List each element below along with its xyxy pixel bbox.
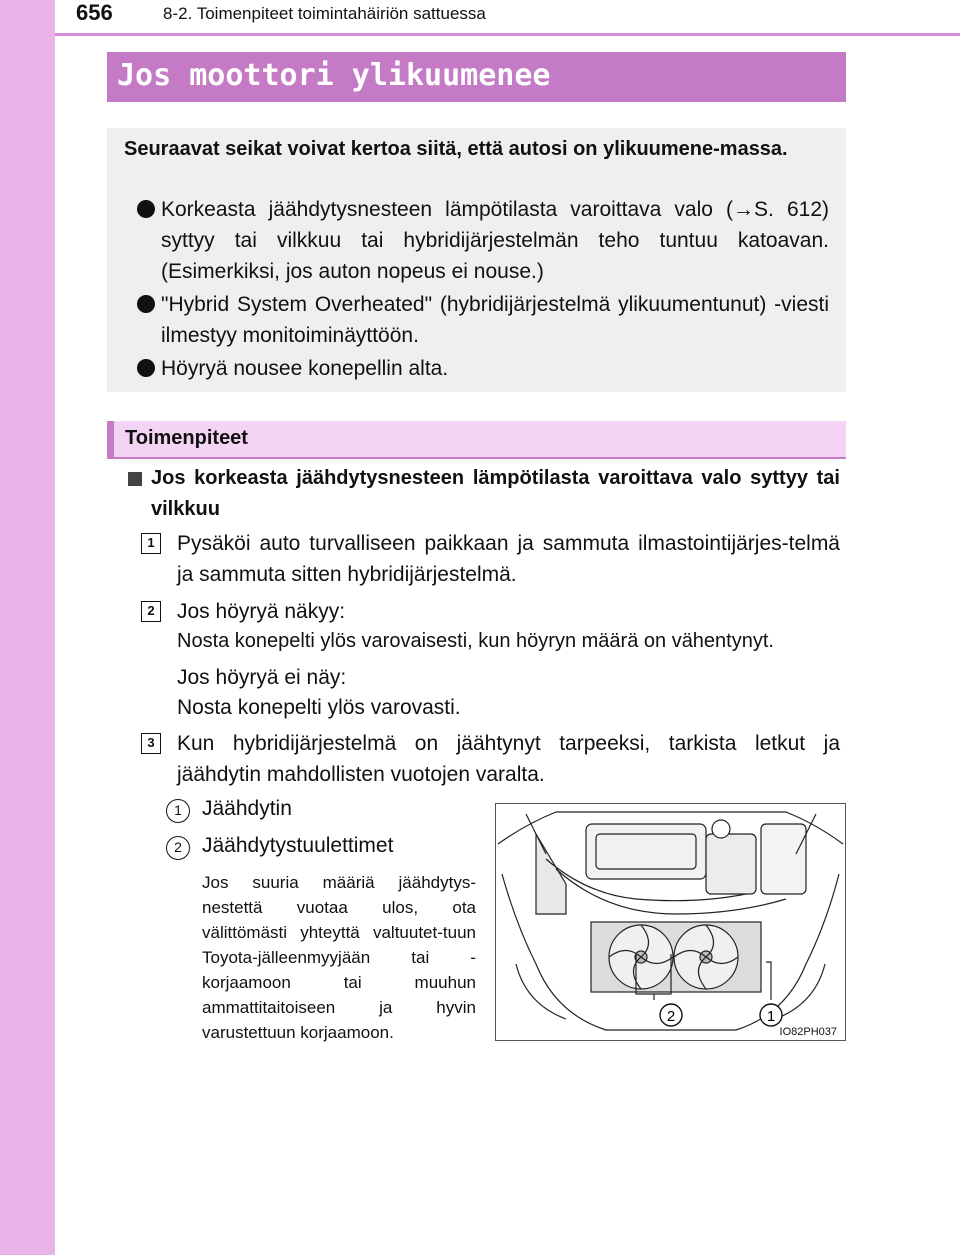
page-title: Jos moottori ylikuumenee bbox=[117, 58, 551, 93]
symptoms-intro: Seuraavat seikat voivat kertoa siitä, että autosi on ylikuumene-massa. bbox=[124, 138, 788, 160]
engine-bay-figure bbox=[495, 803, 846, 1041]
step-number: 2 bbox=[141, 601, 161, 622]
header-divider bbox=[55, 33, 960, 36]
title-banner bbox=[107, 52, 846, 102]
step-text: Jos höyryä näkyy: bbox=[177, 600, 346, 623]
bullet-dot-icon bbox=[137, 359, 155, 377]
step-text: Nosta konepelti ylös varovaisesti, kun höyryn määrä on vähentynyt. bbox=[177, 630, 774, 652]
side-tab-strip bbox=[0, 0, 55, 1255]
bullet-dot-icon bbox=[137, 295, 155, 313]
legend-label: Jäähdytystuulettimet bbox=[202, 834, 394, 857]
step-text: Nosta konepelti ylös varovasti. bbox=[177, 696, 461, 719]
legend-label: Jäähdytin bbox=[202, 797, 292, 820]
figure-code: IO82PH037 bbox=[779, 1026, 837, 1038]
callout-2-label: 2 bbox=[666, 1008, 676, 1025]
engine-bay-illustration bbox=[496, 804, 845, 1040]
symptom-item: Höyryä nousee konepellin alta. bbox=[137, 353, 829, 384]
step-text: Jos höyryä ei näy: bbox=[177, 666, 347, 689]
leak-note: Jos suuria määriä jäähdytys-nestettä vuotaa ulos, ota välittömästi yhteyttä valtuutet-tuun Toyota-jälleenmyyjään tai -korjaamoon tai muuhun ammattitaitoiseen ja hyvin varustettuun korjaamoon. bbox=[202, 873, 476, 1042]
legend-number: 2 bbox=[166, 836, 190, 860]
symptom-item: "Hybrid System Overheated" (hybridijärjestelmä ylikuumentunut) -viesti ilmestyy monitoiminäyttöön. bbox=[137, 289, 829, 351]
page-number: 656 bbox=[76, 0, 113, 25]
symptoms-box bbox=[107, 128, 846, 392]
step-text: Pysäköi auto turvalliseen paikkaan ja sammuta ilmastointijärjes-telmä ja sammuta sitten hybridijärjestelmä. bbox=[177, 532, 840, 586]
step-number: 3 bbox=[141, 733, 161, 754]
subheading: Toimenpiteet bbox=[125, 427, 248, 449]
legend-number: 1 bbox=[166, 799, 190, 823]
callout-1-label: 1 bbox=[766, 1008, 776, 1025]
case-heading: Jos korkeasta jäähdytysnesteen lämpötilasta varoittava valo syttyy tai vilkkuu bbox=[151, 467, 840, 520]
step-number: 1 bbox=[141, 533, 161, 554]
step-text: Kun hybridijärjestelmä on jäähtynyt tarpeeksi, tarkista letkut ja jäähdytin mahdollisten vuotojen varalta. bbox=[177, 732, 840, 786]
symptom-item: Korkeasta jäähdytysnesteen lämpötilasta varoittava valo (→S. 612) syttyy tai vilkkuu tai hybridijärjestelmän teho tuntuu katoavan. (Esimerkiksi, jos auton nopeus ei nouse.) bbox=[137, 194, 829, 287]
square-bullet-icon bbox=[128, 472, 142, 486]
bullet-dot-icon bbox=[137, 200, 155, 218]
subheading-bar bbox=[107, 421, 846, 459]
section-title: 8-2. Toimenpiteet toimintahäiriön sattuessa bbox=[163, 4, 486, 23]
